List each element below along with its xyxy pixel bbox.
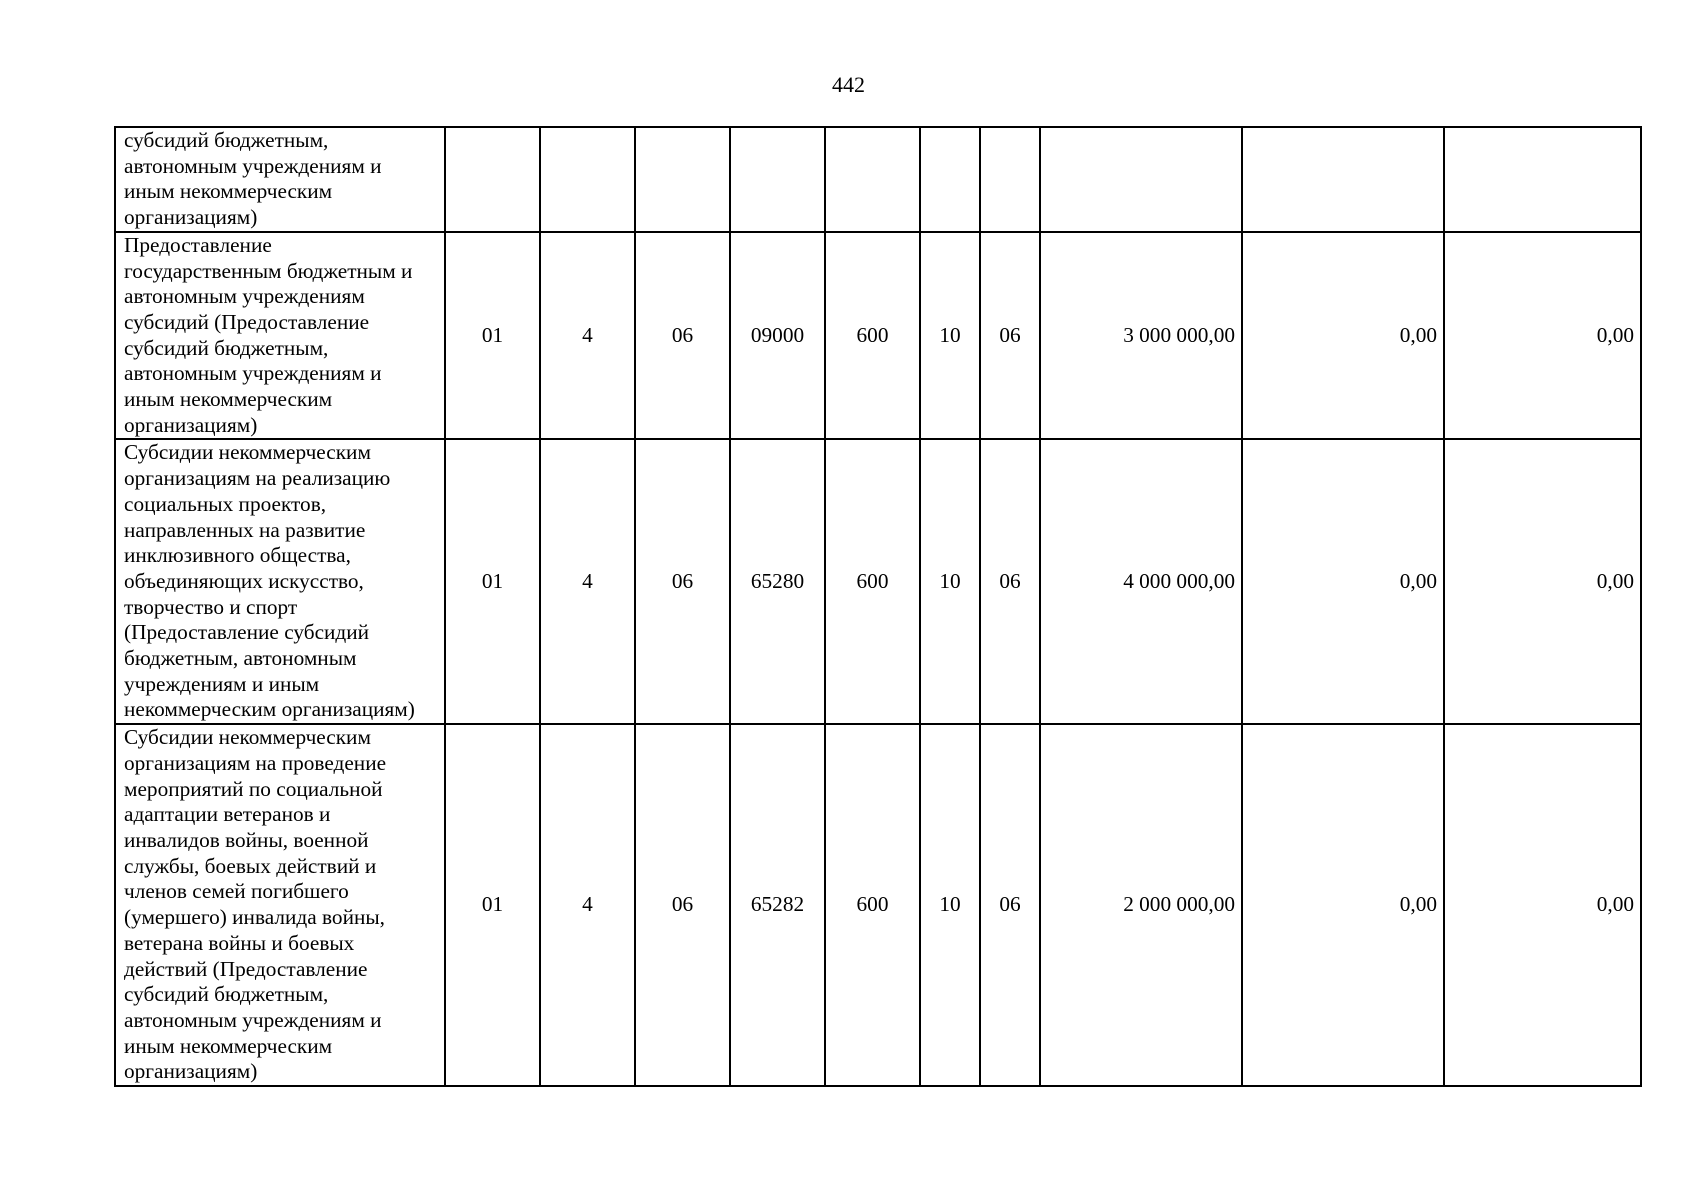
amount-year-3 xyxy=(1444,127,1641,232)
row-description: Предоставление государственным бюджетным и автономным учреждениям субсидий (Предоставление субсидий бюджетным, автономным учреждениям и иным некоммерческим организациям) xyxy=(115,232,445,440)
amount-year-2: 0,00 xyxy=(1242,724,1444,1086)
amount-year-3: 0,00 xyxy=(1444,439,1641,724)
code-section: 10 xyxy=(920,439,980,724)
code-expense-type: 600 xyxy=(825,724,920,1086)
amount-year-3: 0,00 xyxy=(1444,724,1641,1086)
amount-year-2: 0,00 xyxy=(1242,232,1444,440)
code-main-activity: 06 xyxy=(635,724,730,1086)
code-program xyxy=(445,127,540,232)
code-main-activity: 06 xyxy=(635,232,730,440)
code-subprogram-type: 4 xyxy=(540,232,635,440)
table-row xyxy=(115,439,1641,724)
code-section: 10 xyxy=(920,724,980,1086)
code-subsection: 06 xyxy=(980,232,1040,440)
code-expense-type xyxy=(825,127,920,232)
code-subprogram-type: 4 xyxy=(540,724,635,1086)
amount-year-1 xyxy=(1040,127,1242,232)
code-subsection xyxy=(980,127,1040,232)
code-subsection: 06 xyxy=(980,439,1040,724)
amount-year-1: 4 000 000,00 xyxy=(1040,439,1242,724)
code-main-activity: 06 xyxy=(635,439,730,724)
code-direction: 09000 xyxy=(730,232,825,440)
code-direction xyxy=(730,127,825,232)
code-subprogram-type xyxy=(540,127,635,232)
row-description: субсидий бюджетным, автономным учреждениям и иным некоммерческим организациям) xyxy=(115,127,445,232)
row-description: Субсидии некоммерческим организациям на реализацию социальных проектов, направленных на развитие инклюзивного общества, объединяющих искусство, творчество и спорт (Предоставление субсидий бюджетным, автономным учреждениям и иным некоммерческим организациям) xyxy=(115,439,445,724)
amount-year-3: 0,00 xyxy=(1444,232,1641,440)
code-program: 01 xyxy=(445,724,540,1086)
code-section: 10 xyxy=(920,232,980,440)
amount-year-1: 3 000 000,00 xyxy=(1040,232,1242,440)
code-subprogram-type: 4 xyxy=(540,439,635,724)
code-subsection: 06 xyxy=(980,724,1040,1086)
page-number: 442 xyxy=(832,72,865,97)
code-main-activity xyxy=(635,127,730,232)
amount-year-2 xyxy=(1242,127,1444,232)
table-row xyxy=(115,232,1641,440)
table-row xyxy=(115,127,1641,232)
code-program: 01 xyxy=(445,439,540,724)
table-row xyxy=(115,724,1641,1086)
code-direction: 65280 xyxy=(730,439,825,724)
code-expense-type: 600 xyxy=(825,439,920,724)
row-description: Субсидии некоммерческим организациям на проведение мероприятий по социальной адаптации ветеранов и инвалидов войны, военной службы, боевых действий и членов семей погибшего (умершего) инвалида войны, ветерана войны и боевых действий (Предоставление субсидий бюджетным, автономным учреждениям и иным некоммерческим организациям) xyxy=(115,724,445,1086)
code-program: 01 xyxy=(445,232,540,440)
code-expense-type: 600 xyxy=(825,232,920,440)
code-section xyxy=(920,127,980,232)
amount-year-2: 0,00 xyxy=(1242,439,1444,724)
code-direction: 65282 xyxy=(730,724,825,1086)
budget-table xyxy=(114,126,1642,1087)
amount-year-1: 2 000 000,00 xyxy=(1040,724,1242,1086)
